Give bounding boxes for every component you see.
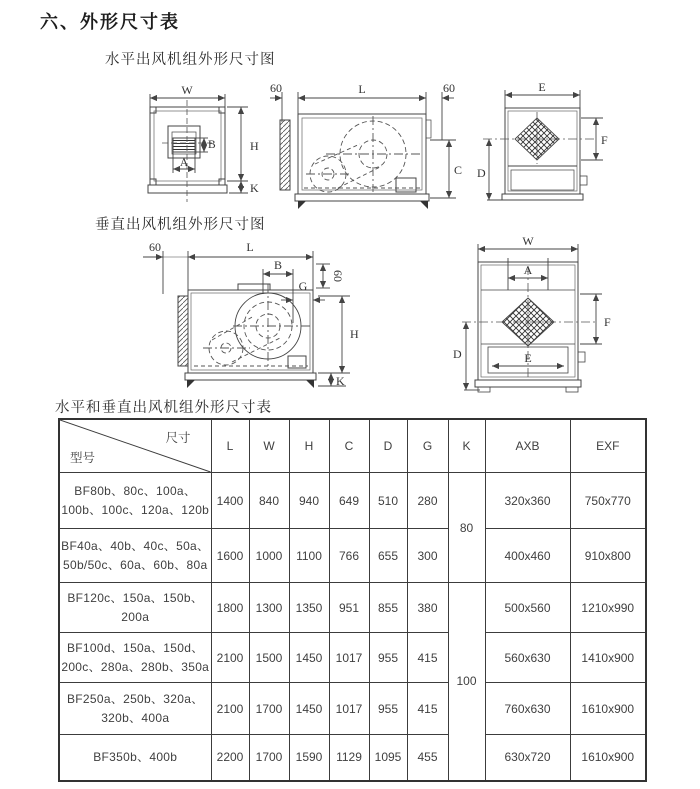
cell-model: BF120c、150a、150b、200a <box>59 583 211 633</box>
cell-AXB: 760x630 <box>485 683 570 735</box>
col-header-W: W <box>249 419 289 473</box>
dim-label-a: A <box>523 263 533 277</box>
drawing-horizontal-side-view <box>268 82 468 214</box>
cell-G: 415 <box>407 633 448 683</box>
cell-G: 415 <box>407 683 448 735</box>
col-header-L: L <box>211 419 249 473</box>
cell-W: 1700 <box>249 683 289 735</box>
cell-D: 955 <box>369 683 407 735</box>
dim-label-f: F <box>601 133 608 147</box>
dim-label-60-right: 60 <box>331 270 345 282</box>
col-header-K: K <box>448 419 485 473</box>
dim-label-w: W <box>181 83 193 97</box>
table-row <box>59 735 646 781</box>
cell-EXF: 750x770 <box>570 473 646 529</box>
caption-horizontal-units: 水平出风机组外形尺寸图 <box>105 52 276 68</box>
col-header-C: C <box>329 419 369 473</box>
cell-C: 766 <box>329 529 369 583</box>
cell-L: 1800 <box>211 583 249 633</box>
col-header-G: G <box>407 419 448 473</box>
cell-EXF: 1210x990 <box>570 583 646 633</box>
cell-C: 649 <box>329 473 369 529</box>
dim-label-l: L <box>358 82 366 96</box>
header-dim-label: 尺寸 <box>165 431 191 445</box>
cell-L: 2100 <box>211 633 249 683</box>
col-header-H: H <box>289 419 329 473</box>
dim-label-b: B <box>208 139 216 151</box>
col-header-EXF: EXF <box>570 419 646 473</box>
cell-H: 940 <box>289 473 329 529</box>
cell-G: 455 <box>407 735 448 781</box>
table-row <box>59 683 646 735</box>
dim-label-c: C <box>454 163 463 177</box>
cell-W: 1700 <box>249 735 289 781</box>
cell-H: 1450 <box>289 683 329 735</box>
cell-K-group-100: 100 <box>448 583 485 781</box>
base-feet <box>298 201 428 209</box>
cell-W: 1000 <box>249 529 289 583</box>
caption-dimension-table: 水平和垂直出风机组外形尺寸表 <box>55 400 272 416</box>
cell-L: 1400 <box>211 473 249 529</box>
cell-H: 1590 <box>289 735 329 781</box>
cell-model: BF80b、80c、100a、100b、100c、120a、120b <box>59 473 211 529</box>
cell-C: 951 <box>329 583 369 633</box>
cell-H: 1350 <box>289 583 329 633</box>
cell-G: 300 <box>407 529 448 583</box>
dim-label-e: E <box>524 351 532 365</box>
cell-EXF: 1410x900 <box>570 633 646 683</box>
cell-H: 1450 <box>289 633 329 683</box>
dim-label-f: F <box>604 315 611 329</box>
cell-L: 2200 <box>211 735 249 781</box>
cell-W: 840 <box>249 473 289 529</box>
dim-label-60-left: 60 <box>149 240 161 254</box>
cell-C: 1017 <box>329 633 369 683</box>
dimension-lines <box>150 94 248 193</box>
base-feet <box>187 380 314 388</box>
drawing-vertical-side-view <box>98 238 368 400</box>
table-row <box>59 583 646 633</box>
cell-AXB: 400x460 <box>485 529 570 583</box>
cell-H: 1100 <box>289 529 329 583</box>
dim-label-e: E <box>538 82 546 94</box>
cabinet-outline <box>502 108 587 200</box>
dim-label-d: D <box>453 347 462 361</box>
cell-C: 1017 <box>329 683 369 735</box>
dim-label-h: H <box>350 327 359 341</box>
cell-K-group-80: 80 <box>448 473 485 583</box>
dim-label-w: W <box>522 234 534 248</box>
drawing-horizontal-rear-view <box>475 82 620 214</box>
cell-model: BF350b、400b <box>59 735 211 781</box>
dim-label-k: K <box>250 181 259 195</box>
cell-W: 1300 <box>249 583 289 633</box>
cell-EXF: 1610x900 <box>570 735 646 781</box>
cell-model: BF40a、40b、40c、50a、50b/50c、60a、60b、80a <box>59 529 211 583</box>
center-lines <box>162 100 212 202</box>
dim-label-60-right: 60 <box>443 82 455 95</box>
table-row <box>59 529 646 583</box>
drawing-vertical-rear-view <box>420 232 620 400</box>
cell-AXB: 500x560 <box>485 583 570 633</box>
col-header-D: D <box>369 419 407 473</box>
cell-C: 1129 <box>329 735 369 781</box>
cell-L: 2100 <box>211 683 249 735</box>
dim-label-60-left: 60 <box>270 82 282 95</box>
fan-and-motor <box>304 116 420 192</box>
dim-label-b: B <box>273 258 283 272</box>
dim-label-a: A <box>179 157 189 169</box>
caption-vertical-units: 垂直出风机组外形尺寸图 <box>95 217 266 233</box>
page-title: 六、外形尺寸表 <box>40 12 180 32</box>
cell-G: 380 <box>407 583 448 633</box>
cell-D: 855 <box>369 583 407 633</box>
drawing-horizontal-front-view <box>128 82 263 214</box>
cell-AXB: 320x360 <box>485 473 570 529</box>
cell-D: 510 <box>369 473 407 529</box>
cell-D: 655 <box>369 529 407 583</box>
header-diagonal-cell <box>59 419 211 473</box>
cell-EXF: 1610x900 <box>570 683 646 735</box>
cell-D: 955 <box>369 633 407 683</box>
dim-label-h: H <box>250 139 259 153</box>
table-row <box>59 473 646 529</box>
cell-W: 1500 <box>249 633 289 683</box>
col-header-AXB: AXB <box>485 419 570 473</box>
dimension-table <box>58 418 647 782</box>
dim-label-g: G <box>298 279 308 293</box>
cell-AXB: 560x630 <box>485 633 570 683</box>
dim-label-k: K <box>336 374 345 388</box>
cell-model: BF250a、250b、320a、320b、400a <box>59 683 211 735</box>
cell-model: BF100d、150a、150d、200c、280a、280b、350a <box>59 633 211 683</box>
dim-label-l: L <box>246 240 254 254</box>
cell-D: 1095 <box>369 735 407 781</box>
dim-label-d: D <box>477 166 486 180</box>
cell-AXB: 630x720 <box>485 735 570 781</box>
cell-G: 280 <box>407 473 448 529</box>
header-model-label: 型号 <box>70 451 96 465</box>
table-row <box>59 633 646 683</box>
cell-EXF: 910x800 <box>570 529 646 583</box>
cell-L: 1600 <box>211 529 249 583</box>
